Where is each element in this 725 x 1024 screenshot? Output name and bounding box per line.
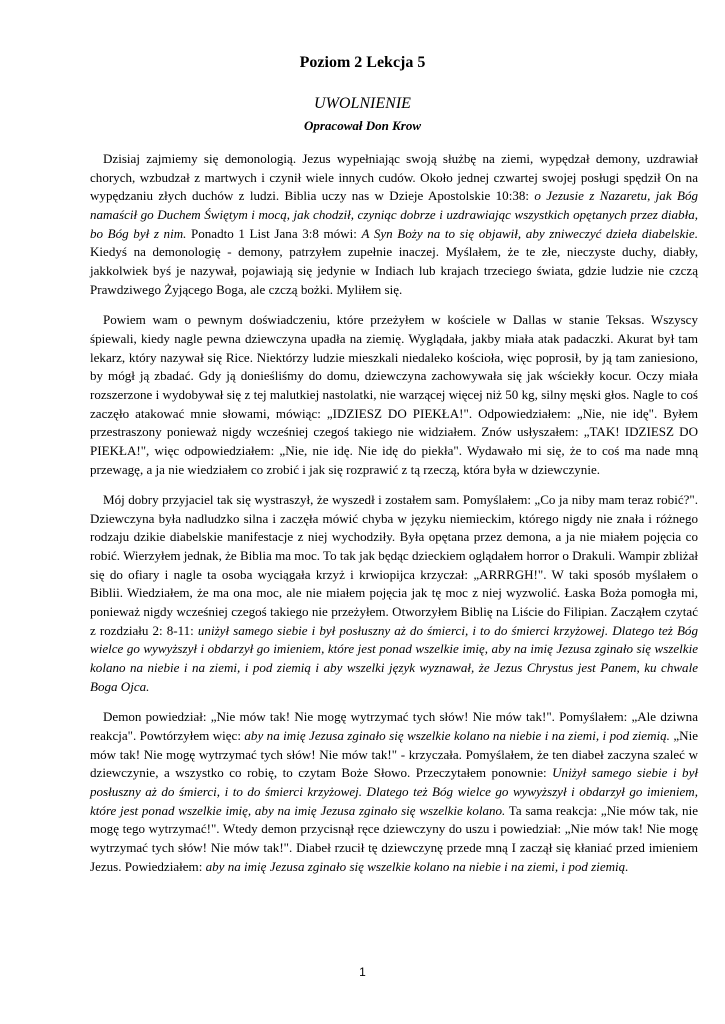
paragraph-text: Kiedyś na demonologię - demony, patrzyłem zupełnie inaczej. Myślałem, że te złe, nieczyste duchy, diabły, jakkolwiek byś je nazywał, pojawiają się jedynie w Indiach lub krajach trzeciego świata, gdzie ludzie nie czczą Prawdziwego Żyjącego Boga, ale czczą bożki. Myliłem się. (90, 244, 698, 297)
paragraph-text: Ponadto 1 List Jana 3:8 mówi: (186, 225, 362, 241)
document-body (90, 150, 698, 888)
paragraph-1 (90, 150, 698, 299)
paragraph-text: Powiem wam o pewnym doświadczeniu, które przeżyłem w kościele w Dallas w stanie Teksas. Wszyscy śpiewali, kiedy nagle pewna dziewczyna upadła na ziemię. Wyglądała, jakby miała atak padaczki. Akurat był tam lekarz, który nazywał się Rice. Niektórzy ludzie mieszkali niedaleko kościoła, więc poprosił, by ją tam zaniesiono, by mógł ją zbadać. Gdy ją donieśliśmy do domu, dziewczyna zachowywała się jak wściekły kocur. Oczy miała rozszerzone i wydobywał się z tej malutkiej nastolatki, nie warzącej więcej niż 50 kg, silny męski głos. Nagle to coś zaczęło atakować mnie słowami, mówiąc: „IDZIESZ DO PIEKŁA!". Odpowiedziałem: „Nie, nie idę". Byłem przestraszony ponieważ nigdy wcześniej czegoś takiego nie widziałem. Znów usłyszałem: „TAK! IDZIESZ DO PIEKŁA!", więc odpowiedziałem: „Nie, nie idę. Nie idę do piekła". Wydawało mi się, że to coś ma nade mną przewagę, a ja nie wiedziałem co zrobić i jak się rozprawić z tą rzeczą, która była w dziewczynie. (90, 312, 698, 477)
italic-quote: o Jezusie z Nazaretu, jak Bóg namaścił go Duchem Świętym i mocą, jak chodził, czyniąc dobrze i uzdrawiając wszystkich opętanych przez diabła, bo Bóg był z nim. (90, 188, 698, 241)
italic-quote: Uniżył samego siebie i był posłuszny aż do śmierci, i to do śmierci krzyżowej. Dlatego też Bóg wielce go wywyższył i obdarzył go imieniem, które jest ponad wszelkie imię, aby na imię Jezusa zginało się wszelkie kolano. (90, 765, 698, 818)
paragraph-text: Dzisiaj zajmiemy się demonologią. Jezus wypełniając swoją służbę na ziemi, wypędzał demony, uzdrawiał chorych, wzbudzał z martwych i czynił wiele innych cudów. Około jednej czwartej swojej posługi spędził On na wypędzaniu złych duchów z ludzi. Biblia uczy nas w Dzieje Apostolskie 10:38: (90, 151, 698, 204)
italic-quote: uniżył samego siebie i był posłuszny aż do śmierci, i to do śmierci krzyżowej. Dlatego też Bóg wielce go wywyższył i obdarzył go imieniem, które jest ponad wszelkie imię, aby na imię Jezusa zginało się wszelkie kolano na niebie i na ziemi, i pod ziemią i aby wszelki język wyznawał, że Jezus Chrystus jest Panem, ku chwale Boga Ojca. (90, 622, 698, 694)
author-line: Opracował Don Krow (303, 118, 422, 133)
paragraph-text: „Nie mów tak! Nie mogę wytrzymać tych słów! Nie mów tak!" - krzyczała. Pomyślałem, że ten diabeł zaczyna szaleć w dziewczynie, a wszystko co robię, to czytam Boże Słowo. Przeczytałem ponownie: (90, 728, 698, 781)
paragraph-2 (90, 311, 698, 479)
paragraph-text: Ta sama reakcja: „Nie mów tak, nie mogę tego wytrzymać!". Wtedy demon przycisnął ręce dziewczyny do uszu i powiedział: „Nie mów tak! Nie mogę wytrzymać tych słów! Nie mów tak!". Diabeł rzucił tę dziewczynę przede mną I zaczął się kłaniać przed imieniem Jezus. Powiedziałem: (90, 802, 698, 874)
document-title: UWOLNIENIE (314, 95, 411, 112)
page-number: 1 (359, 965, 366, 979)
lesson-level-heading: Poziom 2 Lekcja 5 (299, 54, 426, 71)
paragraph-text: Mój dobry przyjaciel tak się wystraszył, że wyszedł i zostałem sam. Pomyślałem: „Co ja niby mam teraz robić?". Dziewczyna była nadludzko silna i zaczęła mówić chyba w języku niemieckim, którego nigdy nie znała i różnego rodzaju dzikie diabelskie manifestacje z niej wychodziły. Była opętana przez demona, a ja nie miałem pojęcia co robić. Wierzyłem jednak, że Biblia ma moc. To tak jak będąc dzieckiem oglądałem horror o Drakuli. Wampir zbliżał się do ofiary i nagle ta osoba wyciągała krzyż i krwiopijca krzyczał: „ARRRGH!". W taki sposób myślałem o Biblii. Wiedziałem, że ma ona moc, ale nie miałem pojęcia jak tę moc z niej wyzwolić. Łaska Boża pomogła mi, ponieważ nigdy wcześniej czegoś takiego nie przeżyłem. Otworzyłem Biblię na Liście do Filipian. Zacząłem czytać z rozdziału 2: 8-11: (90, 492, 698, 638)
italic-quote: A Syn Boży na to się objawił, aby zniweczyć dzieła diabelskie. (361, 225, 698, 241)
italic-quote: aby na imię Jezusa zginało się wszelkie kolano na niebie i na ziemi, i pod ziemią. (244, 728, 670, 744)
italic-quote: aby na imię Jezusa zginało się wszelkie kolano na niebie i na ziemi, i pod ziemią. (205, 858, 629, 874)
paragraph-text: Demon powiedział: „Nie mów tak! Nie mogę wytrzymać tych słów! Nie mów tak!". Pomyślałem: „Ale dziwna reakcja". Powtórzyłem więc: (90, 709, 698, 744)
paragraph-3 (90, 491, 698, 696)
paragraph-4 (90, 708, 698, 876)
